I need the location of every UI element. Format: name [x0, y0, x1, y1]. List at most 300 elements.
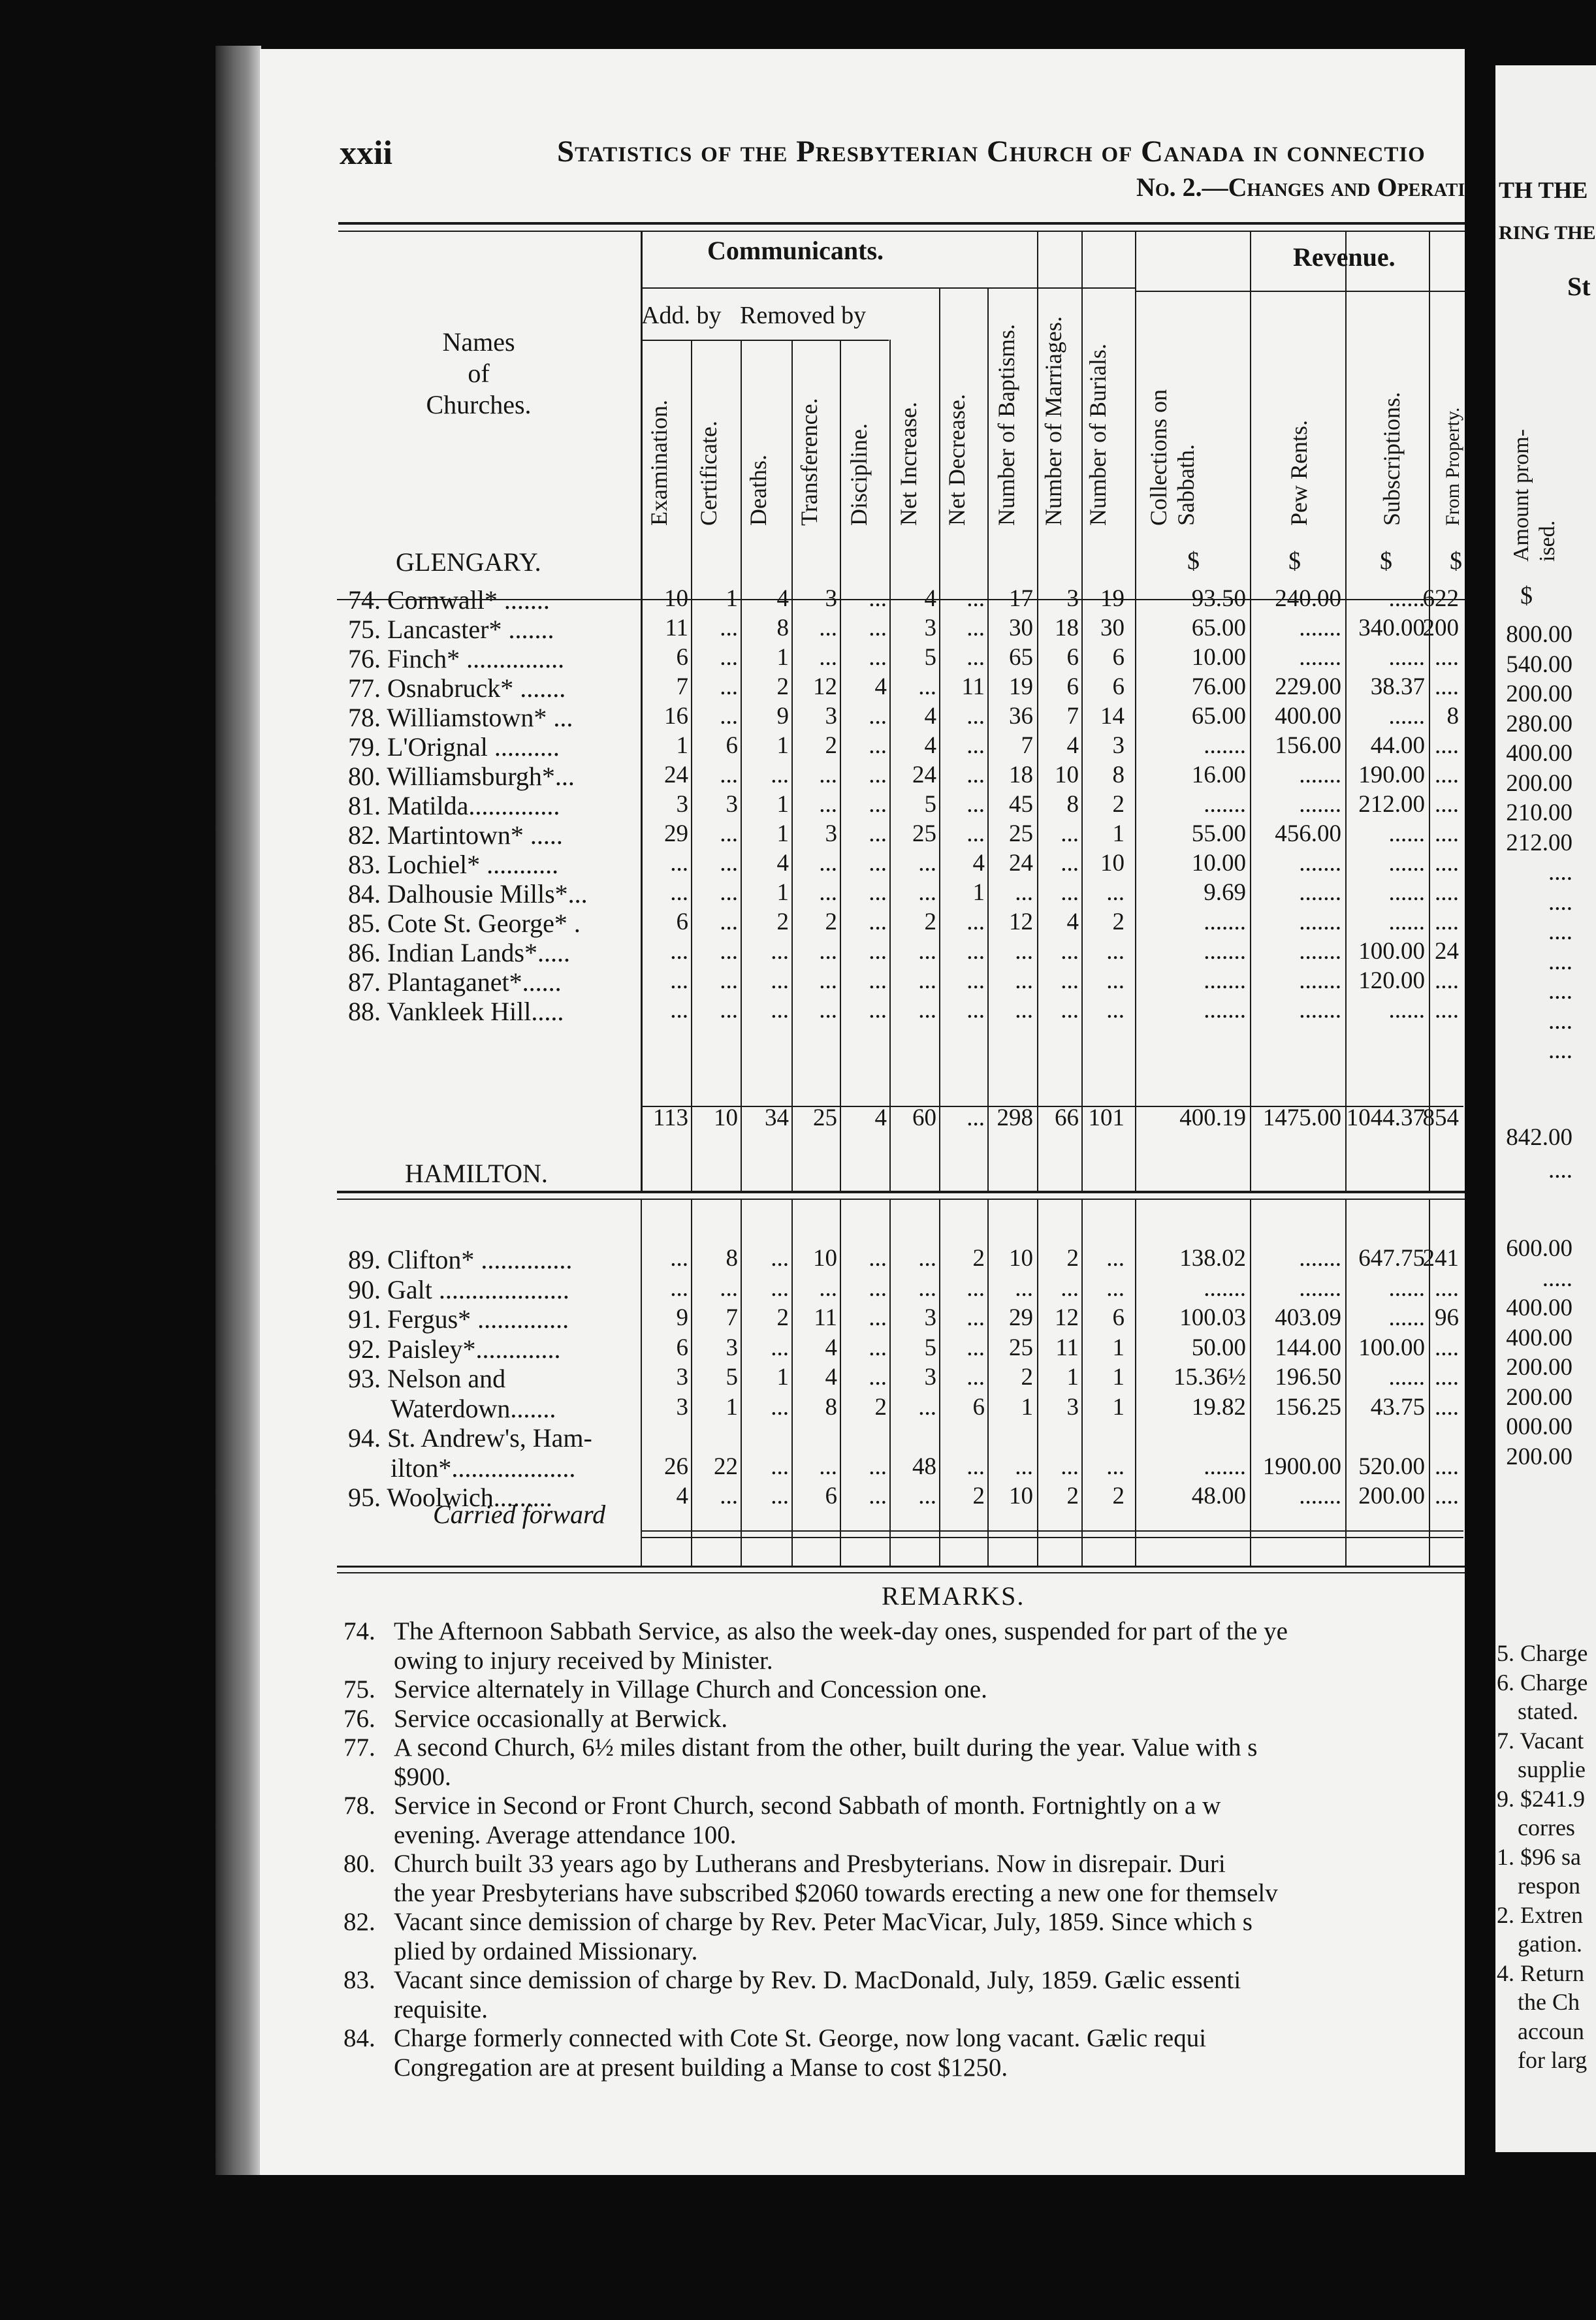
cell-prop: .... [1435, 1274, 1459, 1302]
remark-number: 75. [343, 1675, 375, 1703]
cell-bur: 14 [1100, 703, 1125, 730]
page-number: xxii [340, 135, 392, 172]
right-remark: 6. Charge [1497, 1669, 1588, 1696]
cell-inc: 5 [924, 791, 936, 818]
cell-deaths: 2 [776, 1304, 789, 1331]
cell-trans: ... [819, 1453, 837, 1480]
cell-trans: ... [819, 762, 837, 788]
cell-mar: 7 [1066, 703, 1079, 730]
cell-bur: 6 [1112, 673, 1125, 700]
cell-pew: 144.00 [1275, 1334, 1341, 1361]
col-baptisms: Number of Baptisms. [993, 324, 1019, 526]
cell-coll: 76.00 [1191, 673, 1246, 700]
cell-bap: 1 [1021, 1393, 1033, 1421]
cell-prop: 622 [1422, 585, 1459, 612]
cell-cert: ... [720, 997, 738, 1023]
cell-exam: 29 [664, 820, 688, 847]
cell-exam: 3 [676, 1364, 688, 1391]
cell-subs: ...... [1388, 703, 1425, 730]
church-name: 89. Clifton* .............. [348, 1245, 573, 1274]
cell-disc: ... [869, 703, 887, 730]
cell-deaths: ... [771, 762, 789, 788]
church-name: 93. Nelson and [348, 1364, 506, 1393]
remark-text: Service occasionally at Berwick. [394, 1704, 728, 1733]
cell-pew: ....... [1299, 967, 1341, 994]
cell-subs: 190.00 [1358, 762, 1425, 788]
cell-bur: 6 [1112, 644, 1125, 671]
church-name: 78. Williamstown* ... [348, 703, 573, 732]
right-value: .... [1548, 1157, 1572, 1184]
table-row [260, 1393, 1465, 1423]
cell-dec: ... [966, 732, 985, 759]
remark-number: 77. [343, 1733, 375, 1762]
cell-cert: 7 [726, 1304, 738, 1331]
cell-trans: ... [819, 850, 837, 877]
cell-pew: ....... [1299, 762, 1341, 788]
right-page [1495, 65, 1596, 2152]
cell-trans: ... [819, 615, 837, 641]
cell-coll: ....... [1204, 967, 1246, 994]
cell-exam: ... [670, 1245, 688, 1272]
cell-prop: .... [1435, 909, 1459, 935]
cell-deaths: 1 [776, 820, 789, 847]
right-value: 200.00 [1506, 1383, 1572, 1411]
cell-mar: 8 [1066, 791, 1079, 818]
cell-subs: ...... [1388, 1364, 1425, 1391]
cell-bap: 17 [1009, 585, 1033, 612]
cell-inc: ... [918, 1274, 936, 1302]
cell-dec: ... [966, 1274, 985, 1302]
table-row [260, 1423, 1465, 1453]
cell-coll: 55.00 [1191, 820, 1246, 847]
cell-trans: 3 [825, 585, 837, 612]
church-name: 76. Finch* ............... [348, 644, 565, 673]
table-row [260, 790, 1465, 820]
cell-dec: ... [966, 1334, 985, 1361]
cell-mar: 11 [1055, 1334, 1079, 1361]
cell-inc: ... [918, 850, 936, 877]
remark-text: Service in Second or Front Church, second Sabbath of month. Fortnightly on a w [394, 1792, 1221, 1820]
cell-prop: .... [1435, 1334, 1459, 1361]
cell-dec: ... [966, 1364, 985, 1391]
col-subscriptions: Subscriptions. [1379, 391, 1405, 526]
cell-pew: ....... [1299, 850, 1341, 877]
table-rule [641, 1530, 1463, 1532]
cell-dec: ... [966, 909, 985, 935]
remarks-title: REMARKS. [882, 1581, 1025, 1611]
names-header [404, 327, 554, 421]
cell-bur: ... [1106, 1274, 1125, 1302]
cell-bur: 2 [1112, 791, 1125, 818]
cell-dec: 1 [972, 879, 985, 906]
cell-cert: ... [720, 762, 738, 788]
cell-mar: 6 [1066, 673, 1079, 700]
col-pew-rents: Pew Rents. [1286, 420, 1312, 526]
cell-cert: ... [720, 1483, 738, 1509]
remark-number: 84. [343, 2024, 375, 2052]
cell-inc: ... [918, 879, 936, 906]
cell-prop: 200 [1422, 615, 1459, 641]
cell-exam: 24 [664, 762, 688, 788]
cell-exam: 7 [676, 673, 688, 700]
cell-dec: ... [966, 1453, 985, 1480]
cell-bap: 30 [1009, 615, 1033, 641]
cell-bur: ... [1106, 1245, 1125, 1272]
cell-dec: ... [966, 703, 985, 730]
cell-exam: 4 [676, 1483, 688, 1509]
cell-disc: ... [869, 1453, 887, 1480]
header-rule [641, 1537, 1463, 1538]
cell-mar: ... [1061, 938, 1079, 965]
cell-inc: 3 [924, 1364, 936, 1391]
section-glengary: GLENGARY. [396, 547, 541, 577]
cell-pew: ....... [1299, 615, 1341, 641]
cell-cert: ... [720, 615, 738, 641]
cell-trans: ... [819, 997, 837, 1023]
remark-text: A second Church, 6½ miles distant from the other, built during the year. Value with s [394, 1733, 1258, 1762]
cell-trans: 11 [814, 1304, 837, 1331]
book-spine [215, 46, 261, 2175]
church-name: 84. Dalhousie Mills*... [348, 879, 588, 909]
right-value: 800.00 [1506, 621, 1572, 648]
cell-cert: ... [720, 1274, 738, 1302]
cell-dec: ... [966, 615, 985, 641]
table-row [260, 996, 1465, 1025]
cell-trans: 12 [813, 673, 837, 700]
cell-trans: 2 [825, 732, 837, 759]
cell-cert: 22 [714, 1453, 738, 1480]
right-col-amount-promised [1508, 429, 1561, 562]
cell-cert: ... [720, 967, 738, 994]
right-value: 200.00 [1506, 1443, 1572, 1470]
cell-cert: 5 [726, 1364, 738, 1391]
church-name: 95. Woolwich......... [348, 1483, 552, 1512]
cell-coll: 10.00 [1191, 644, 1246, 671]
right-remark: supplie [1518, 1756, 1586, 1782]
remark-text: requisite. [394, 1995, 488, 2023]
cell-bap: 2 [1021, 1364, 1033, 1391]
right-remark: corres [1518, 1814, 1575, 1841]
cell-disc: ... [869, 1304, 887, 1331]
cell-bur: 2 [1112, 909, 1125, 935]
cell-disc: ... [869, 644, 887, 671]
table-rule [337, 1572, 1465, 1573]
cell-trans: ... [819, 879, 837, 906]
cell-disc: ... [869, 1364, 887, 1391]
cell-disc: ... [869, 1483, 887, 1509]
cell-trans: ... [819, 1274, 837, 1302]
removed-by-header: Removed by [740, 302, 867, 329]
total-pew: 1475.00 [1262, 1104, 1341, 1131]
right-remark: 2. Extren [1497, 1901, 1583, 1928]
cell-exam: ... [670, 879, 688, 906]
cell-dec: ... [966, 1304, 985, 1331]
table-row [260, 937, 1465, 967]
cell-disc: 2 [874, 1393, 887, 1421]
cell-trans: 6 [825, 1483, 837, 1509]
cell-bap: 65 [1009, 644, 1033, 671]
cell-deaths: ... [771, 1483, 789, 1509]
cell-exam: 26 [664, 1453, 688, 1480]
cell-bap: 7 [1021, 732, 1033, 759]
section-hamilton: HAMILTON. [405, 1159, 548, 1188]
page-subtitle: No. 2.—Changes and Operati [1136, 172, 1465, 202]
total-coll: 400.19 [1179, 1104, 1246, 1131]
cell-cert: ... [720, 703, 738, 730]
total-subs: 1044.37 [1346, 1104, 1425, 1131]
cell-dec: 11 [961, 673, 985, 700]
cell-bur: 1 [1112, 820, 1125, 847]
church-name: 86. Indian Lands*..... [348, 938, 570, 967]
cell-pew: ....... [1299, 938, 1341, 965]
cell-cert: ... [720, 820, 738, 847]
cell-disc: ... [869, 967, 887, 994]
right-value: 540.00 [1506, 651, 1572, 678]
cell-subs: ...... [1388, 644, 1425, 671]
cell-exam: ... [670, 997, 688, 1023]
cell-mar: ... [1061, 879, 1079, 906]
cell-prop: .... [1435, 1393, 1459, 1421]
cell-bur: 1 [1112, 1364, 1125, 1391]
cell-dec: ... [966, 762, 985, 788]
cell-disc: ... [869, 938, 887, 965]
cell-mar: 18 [1055, 615, 1079, 641]
right-value: 200.00 [1506, 769, 1572, 797]
col-certificate: Certificate. [695, 421, 722, 526]
right-remark: accoun [1518, 2018, 1584, 2044]
cell-deaths: 1 [776, 732, 789, 759]
cell-subs: 647.75 [1358, 1245, 1425, 1272]
table-rule [338, 231, 1465, 232]
church-name: 91. Fergus* .............. [348, 1304, 569, 1334]
remark-text: Vacant since demission of charge by Rev. Peter MacVicar, July, 1859. Since which s [394, 1908, 1253, 1936]
table-row [260, 820, 1465, 849]
cell-trans: 2 [825, 909, 837, 935]
cell-pew: 403.09 [1275, 1304, 1341, 1331]
cell-mar: 4 [1066, 909, 1079, 935]
cell-prop: .... [1435, 997, 1459, 1023]
cell-dec: ... [966, 938, 985, 965]
right-remark: 7. Vacant [1497, 1727, 1584, 1754]
cell-prop: 8 [1446, 703, 1459, 730]
table-row [260, 1304, 1465, 1334]
cell-inc: ... [918, 1483, 936, 1509]
cell-trans: ... [819, 938, 837, 965]
cell-exam: 11 [665, 615, 688, 641]
cell-bur: ... [1106, 967, 1125, 994]
total-mar: 66 [1055, 1104, 1079, 1131]
cell-deaths: 2 [776, 673, 789, 700]
cell-deaths: ... [771, 938, 789, 965]
remark-text: Congregation are at present building a Manse to cost $1250. [394, 2053, 1008, 2082]
remark-number: 82. [343, 1908, 375, 1936]
right-remark: the Ch [1518, 1989, 1580, 2015]
cell-deaths: 8 [776, 615, 789, 641]
cell-subs: 520.00 [1358, 1453, 1425, 1480]
cell-prop: .... [1435, 732, 1459, 759]
cell-inc: 3 [924, 615, 936, 641]
cell-bur: 6 [1112, 1304, 1125, 1331]
cell-bap: 45 [1009, 791, 1033, 818]
cell-dec: ... [966, 820, 985, 847]
col-examination: Examination. [646, 400, 672, 526]
cell-pew: ....... [1299, 1483, 1341, 1509]
cell-pew: 1900.00 [1262, 1453, 1341, 1480]
cell-bap: 10 [1009, 1483, 1033, 1509]
table-row [260, 585, 1465, 614]
cell-mar: 6 [1066, 644, 1079, 671]
cell-deaths: 1 [776, 1364, 789, 1391]
cell-subs: 100.00 [1358, 938, 1425, 965]
cell-disc: ... [869, 1274, 887, 1302]
cell-mar: 2 [1066, 1483, 1079, 1509]
remark-text: the year Presbyterians have subscribed $2060 towards erecting a new one for themselv [394, 1878, 1278, 1907]
col-collections-line: Sabbath. [1173, 444, 1199, 526]
table-row [260, 849, 1465, 878]
cell-pew: ....... [1299, 644, 1341, 671]
cell-pew: 456.00 [1275, 820, 1341, 847]
cell-prop: .... [1435, 1364, 1459, 1391]
cell-coll: ....... [1204, 997, 1246, 1023]
cell-disc: ... [869, 997, 887, 1023]
cell-exam: 6 [676, 644, 688, 671]
right-value: .... [1548, 859, 1572, 886]
cell-cert: 1 [726, 585, 738, 612]
cell-inc: 24 [912, 762, 936, 788]
cell-bap: 29 [1009, 1304, 1033, 1331]
right-value: 000.00 [1506, 1413, 1572, 1440]
cell-exam: 3 [676, 791, 688, 818]
cell-pew: 156.00 [1275, 732, 1341, 759]
cell-mar: ... [1061, 997, 1079, 1023]
cell-exam: ... [670, 850, 688, 877]
church-name: 79. L'Orignal .......... [348, 732, 560, 762]
remark-text: owing to injury received by Minister. [394, 1646, 773, 1675]
cell-bap: ... [1015, 997, 1033, 1023]
right-remark: for larg [1518, 2047, 1588, 2073]
add-by-header: Add. by [641, 302, 722, 329]
cell-prop: .... [1435, 879, 1459, 906]
cell-disc: ... [869, 879, 887, 906]
cell-cert: ... [720, 850, 738, 877]
cell-coll: 138.02 [1179, 1245, 1246, 1272]
right-value: .... [1548, 888, 1572, 916]
cell-trans: 4 [825, 1364, 837, 1391]
cell-deaths: 2 [776, 909, 789, 935]
right-value: 400.00 [1506, 1295, 1572, 1321]
cell-bap: 10 [1009, 1245, 1033, 1272]
remark-number: 76. [343, 1704, 375, 1733]
cell-exam: ... [670, 967, 688, 994]
cell-inc: 4 [924, 732, 936, 759]
cell-inc: 48 [912, 1453, 936, 1480]
cell-subs: ...... [1388, 879, 1425, 906]
cell-bur: 1 [1112, 1334, 1125, 1361]
cell-inc: ... [918, 1393, 936, 1421]
cell-bur: 8 [1112, 762, 1125, 788]
right-value: 400.00 [1506, 740, 1572, 767]
cell-coll: 19.82 [1191, 1393, 1246, 1421]
cell-deaths: ... [771, 1453, 789, 1480]
cell-cert: 3 [726, 791, 738, 818]
total-cert: 10 [714, 1104, 738, 1131]
right-value: .... [1548, 918, 1572, 945]
cell-subs: ...... [1388, 1274, 1425, 1302]
right-value: ..... [1542, 1265, 1572, 1292]
cell-prop: .... [1435, 967, 1459, 994]
cell-bap: 19 [1009, 673, 1033, 700]
col-marriages: Number of Marriages. [1040, 316, 1066, 526]
cell-bur: 2 [1112, 1483, 1125, 1509]
cell-exam: 16 [664, 703, 688, 730]
cell-disc: ... [869, 615, 887, 641]
right-remark: 4. Return [1497, 1959, 1584, 1986]
cell-dec: 4 [972, 850, 985, 877]
remark-text: plied by ordained Missionary. [394, 1937, 698, 1965]
total-deaths: 34 [765, 1104, 789, 1131]
unit-pew-rents: $ [1288, 547, 1301, 575]
church-name: 87. Plantaganet*...... [348, 967, 562, 997]
col-net-decrease: Net Decrease. [944, 394, 970, 526]
right-remark: respon [1518, 1873, 1580, 1899]
col-net-increase: Net Increase. [895, 402, 921, 526]
cell-trans: ... [819, 791, 837, 818]
right-header-line: RING THE [1499, 222, 1596, 244]
cell-exam: 6 [676, 1334, 688, 1361]
cell-bur: 10 [1100, 850, 1125, 877]
church-name: 83. Lochiel* ........... [348, 850, 559, 879]
cell-exam: 6 [676, 909, 688, 935]
cell-subs: 100.00 [1358, 1334, 1425, 1361]
cell-inc: 2 [924, 909, 936, 935]
col-from-property: From Property. [1442, 407, 1463, 526]
cell-exam: ... [670, 938, 688, 965]
cell-coll: ....... [1204, 909, 1246, 935]
remark-number: 78. [343, 1792, 375, 1820]
header-rule [641, 340, 889, 341]
cell-trans: ... [819, 967, 837, 994]
cell-deaths: 4 [776, 585, 789, 612]
cell-coll: ....... [1204, 1453, 1246, 1480]
cell-prop: 241 [1422, 1245, 1459, 1272]
cell-pew: ....... [1299, 1245, 1341, 1272]
cell-coll: 65.00 [1191, 615, 1246, 641]
cell-bap: ... [1015, 967, 1033, 994]
cell-cert: 8 [726, 1245, 738, 1272]
cell-coll: 100.03 [1179, 1304, 1246, 1331]
left-page [260, 49, 1465, 2175]
cell-bap: 24 [1009, 850, 1033, 877]
col-discipline: Discipline. [846, 423, 872, 526]
cell-mar: 10 [1055, 762, 1079, 788]
cell-bur: ... [1106, 879, 1125, 906]
right-remark: gation. [1518, 1931, 1582, 1957]
revenue-header: Revenue. [1293, 242, 1396, 272]
table-row [260, 1363, 1465, 1393]
cell-subs: ...... [1388, 850, 1425, 877]
cell-bur: 19 [1100, 585, 1125, 612]
cell-disc: ... [869, 1245, 887, 1272]
church-name: 80. Williamsburgh*... [348, 762, 575, 791]
cell-pew: ....... [1299, 909, 1341, 935]
remark-number: 83. [343, 1966, 375, 1994]
right-value: 210.00 [1506, 799, 1572, 826]
cell-exam: ... [670, 1274, 688, 1302]
cell-subs: 340.00 [1358, 615, 1425, 641]
cell-coll: 15.36½ [1173, 1364, 1246, 1391]
cell-prop: .... [1435, 762, 1459, 788]
cell-inc: 5 [924, 644, 936, 671]
